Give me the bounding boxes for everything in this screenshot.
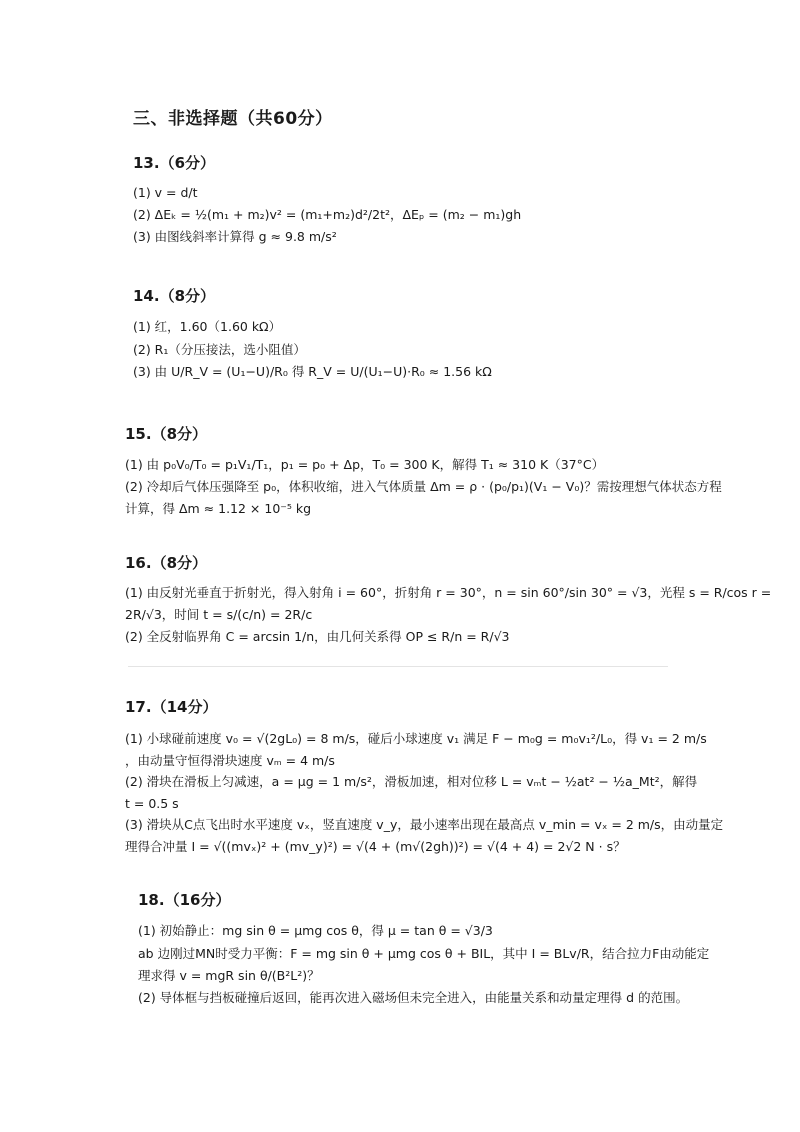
question-13-title: 13.（6分） [133, 154, 216, 172]
question-16-line: 2R/√3，时间 t = s/(c/n) = 2R/c [125, 607, 313, 622]
question-17-line: (2) 滑块在滑板上匀减速，a = μg = 1 m/s²，滑板加速，相对位移 L = vₘt − ½at² − ½a_Mt²，解得 [125, 774, 698, 789]
question-14-line: (1) 红，1.60（1.60 kΩ） [133, 319, 282, 334]
question-14-line: (2) R₁（分压接法，选小阻值） [133, 342, 306, 357]
question-16-title: 16.（8分） [125, 554, 208, 572]
question-13-line: (1) v = d/t [133, 185, 198, 200]
question-17-line: ，由动量守恒得滑块速度 vₘ = 4 m/s [125, 753, 335, 768]
section-title: 三、非选择题（共60分） [133, 109, 333, 129]
question-18-title: 18.（16分） [138, 891, 231, 909]
question-15-line: 计算，得 Δm ≈ 1.12 × 10⁻⁵ kg [125, 501, 312, 516]
question-16-line: (1) 由反射光垂直于折射光，得入射角 i = 60°，折射角 r = 30°，n = sin 60°/sin 30° = √3，光程 s = R/cos r = [125, 585, 772, 600]
question-16-line: (2) 全反射临界角 C = arcsin 1/n，由几何关系得 OP ≤ R/n = R/√3 [125, 629, 510, 644]
question-18-line: 理求得 v = mgR sin θ/(B²L²)？ [138, 968, 320, 983]
question-17-line: (1) 小球碰前速度 v₀ = √(2gL₀) = 8 m/s，碰后小球速度 v₁ 满足 F − m₀g = m₀v₁²/L₀，得 v₁ = 2 m/s [125, 731, 707, 746]
question-17-line: 理得合冲量 I = √((mvₓ)² + (mv_y)²) = √(4 + (m√(2gh))²) = √(4 + 4) = 2√2 N · s？ [125, 839, 626, 854]
question-14-title: 14.（8分） [133, 287, 216, 305]
question-15-line: (1) 由 p₀V₀/T₀ = p₁V₁/T₁，p₁ = p₀ + Δp，T₀ = 300 K，解得 T₁ ≈ 310 K（37°C） [125, 457, 605, 472]
question-17-line: (3) 滑块从C点飞出时水平速度 vₓ，竖直速度 v_y，最小速率出现在最高点 v_min = vₓ = 2 m/s，由动量定 [125, 817, 724, 832]
question-18-line: (1) 初始静止：mg sin θ = μmg cos θ，得 μ = tan θ = √3/3 [138, 923, 493, 938]
question-15-line: (2) 冷却后气体压强降至 p₀，体积收缩，进入气体质量 Δm = ρ · (p₀/p₁)(V₁ − V₀)？需按理想气体状态方程 [125, 479, 722, 494]
question-17-line: t = 0.5 s [125, 796, 179, 811]
question-14-line: (3) 由 U/R_V = (U₁−U)/R₀ 得 R_V = U/(U₁−U)·R₀ ≈ 1.56 kΩ [133, 364, 492, 379]
divider [128, 666, 668, 667]
question-18-line: (2) 导体框与挡板碰撞后返回，能再次进入磁场但未完全进入，由能量关系和动量定理得 d 的范围。 [138, 990, 689, 1005]
question-15-title: 15.（8分） [125, 425, 208, 443]
question-13-line: (2) ΔEₖ = ½(m₁ + m₂)v² = (m₁+m₂)d²/2t²，ΔEₚ = (m₂ − m₁)gh [133, 207, 522, 222]
question-17-title: 17.（14分） [125, 698, 218, 716]
question-13-line: (3) 由图线斜率计算得 g ≈ 9.8 m/s² [133, 229, 337, 244]
question-18-line: ab 边刚过MN时受力平衡：F = mg sin θ + μmg cos θ + BIL，其中 I = BLv/R，结合拉力F由动能定 [138, 946, 710, 961]
